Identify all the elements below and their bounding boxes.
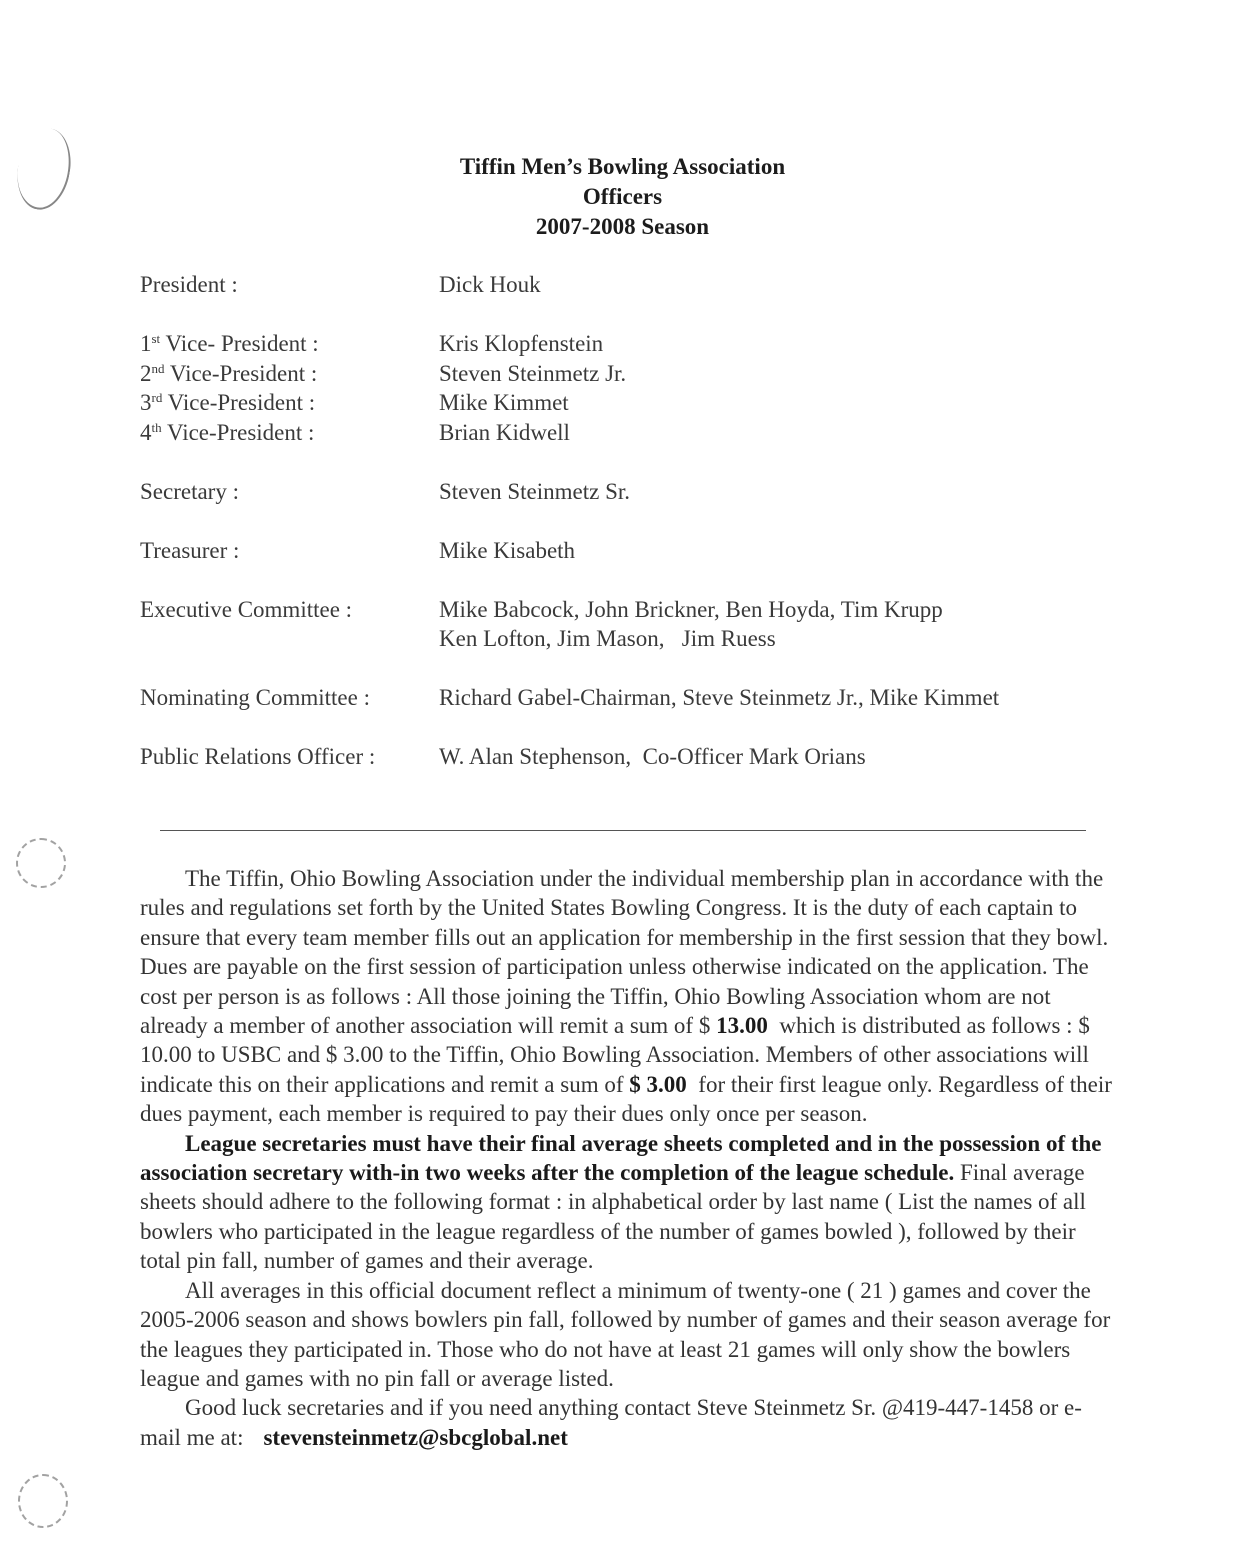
officer-row-vp3 (140, 388, 1140, 418)
officer-row-vp2 (140, 359, 1140, 389)
officer-label: President : (140, 272, 238, 297)
paragraph-dues: The Tiffin, Ohio Bowling Association under the individual membership plan in accordance with the rules and regulations set forth by the United States Bowling Congress. It is the duty of each captain to ensure that every team member fills out an application for membership in the first session that they bowl. Dues are payable on the first session of participation unless otherwise indicated on the application. The cost per person is as follows : All those joining the Tiffin, Ohio Bowling Association whom are not already a member of another association will remit a sum of $ 13.00 which is distributed as follows : $ 10.00 to USBC and $ 3.00 to the Tiffin, Ohio Bowling Association. Members of other associations will indicate this on their applications and remit a sum of $ 3.00 for their first league only. Regardless of their dues payment, each member is required to pay their dues only once per season. (140, 866, 1118, 1127)
contact-email-link[interactable]: stevensteinmetz@sbcglobal.net (263, 1424, 568, 1450)
officer-name: Kris Klopfenstein (439, 331, 604, 356)
officer-row-executive-committee (140, 595, 1140, 654)
association-title: Tiffin Men’s Bowling Association (459, 154, 786, 179)
paragraph-contact: Good luck secretaries and if you need anything contact Steve Steinmetz Sr. @419-447-1458 or e-mail me at: stevensteinmetz@sbcglobal.net (140, 1395, 1082, 1450)
officer-label: 1st Vice- President : (140, 331, 319, 356)
officer-name: Dick Houk (439, 272, 541, 297)
officer-label: 4th Vice-President : (140, 419, 315, 445)
officer-label: Executive Committee : (140, 596, 353, 622)
officer-name: Richard Gabel-Chairman, Steve Steinmetz Jr., Mike Kimmet (439, 685, 1000, 710)
paragraph-averages: All averages in this official document reflect a minimum of twenty-one ( 21 ) games and cover the 2005-2006 season and shows bowlers pin fall, followed by number of games and their season average for the leagues they participated in. Those who do not have at least 21 games will only show the bowlers league and games with no pin fall or average listed. (140, 1277, 1111, 1391)
officer-label: Secretary : (140, 478, 239, 504)
officer-label: Treasurer : (140, 537, 240, 563)
season-title: 2007-2008 Season (535, 214, 710, 239)
membership-instructions (140, 864, 1118, 1452)
officer-name: Steven Steinmetz Sr. (439, 478, 631, 504)
officer-name: Brian Kidwell (439, 419, 570, 445)
officer-row-treasurer (140, 536, 1140, 566)
officer-label: Public Relations Officer : (140, 744, 376, 769)
officer-name: Mike Babcock, John Brickner, Ben Hoyda, Tim Krupp Ken Lofton, Jim Mason, Jim Ruess (439, 596, 943, 651)
officers-list (140, 270, 1140, 772)
officers-title: Officers (582, 184, 663, 209)
officer-row-vp1 (140, 329, 1140, 359)
officer-row-secretary (140, 477, 1140, 507)
document-header (0, 152, 1245, 242)
officer-name: Mike Kisabeth (439, 537, 576, 563)
officer-row-nominating-committee (140, 683, 1140, 713)
paragraph-average-sheets: League secretaries must have their final average sheets completed and in the possession of the association secretary with-in two weeks after the completion of the league schedule. Final average sheets should adhere to the following format : in alphabetical order by last name ( List the names of all bowlers who participated in the league regardless of the number of games bowled ), followed by their total pin fall, number of games and their average. (140, 1130, 1102, 1274)
officer-row-vp4 (140, 418, 1140, 448)
officer-name: Mike Kimmet (439, 390, 569, 415)
officer-row-president (140, 270, 1140, 300)
officer-name: W. Alan Stephenson, Co-Officer Mark Orians (439, 744, 866, 769)
punch-hole-mark (16, 838, 66, 888)
officer-label: Nominating Committee : (140, 685, 370, 710)
punch-hole-mark (18, 1474, 68, 1528)
officer-row-public-relations (140, 742, 1140, 772)
section-divider (160, 830, 1086, 831)
officer-label: 3rd Vice-President : (140, 390, 316, 415)
officer-name: Steven Steinmetz Jr. (439, 360, 627, 386)
officer-label: 2nd Vice-President : (140, 360, 318, 386)
